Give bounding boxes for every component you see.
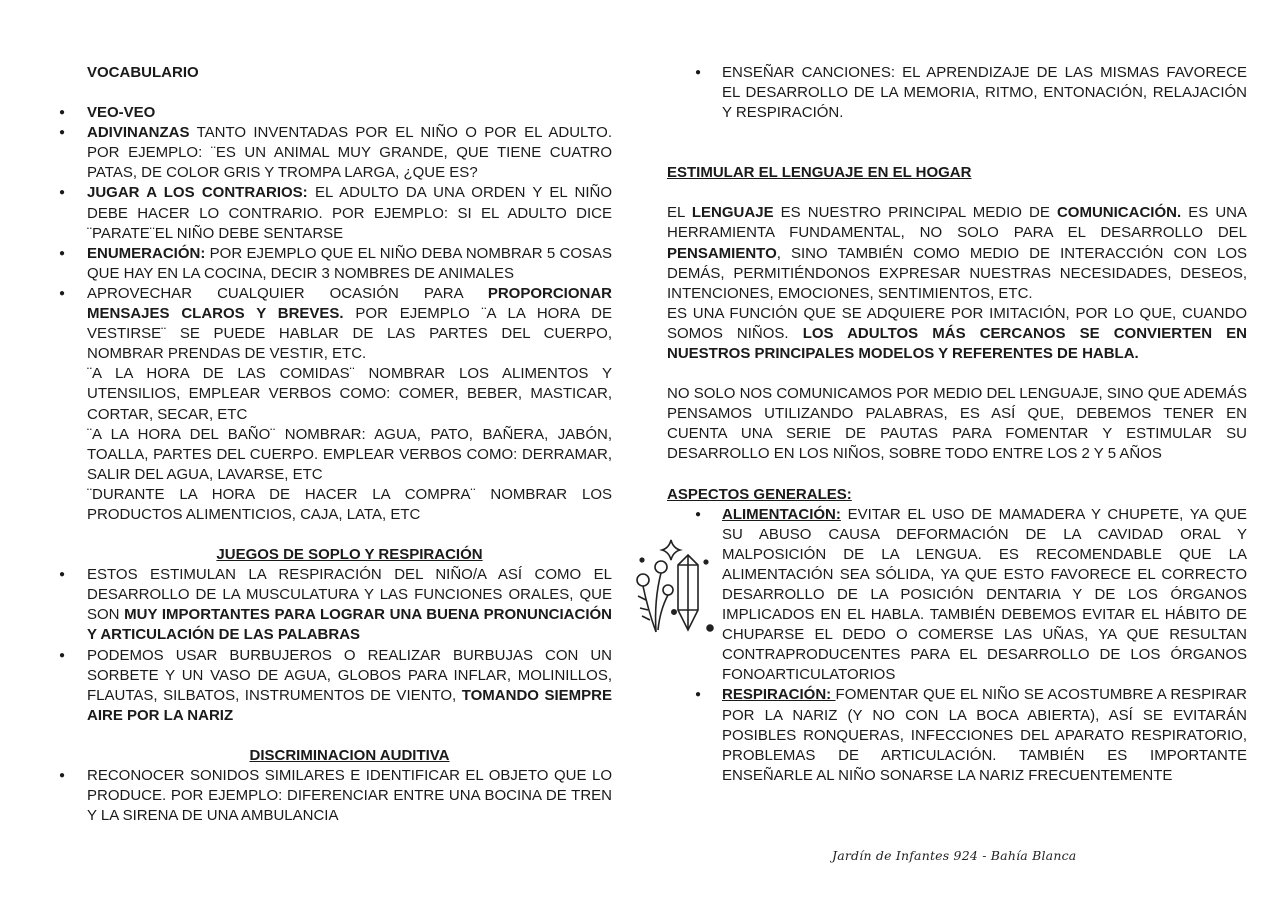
list-item: ● RECONOCER SONIDOS SIMILARES E IDENTIFICAR EL OBJETO QUE LO PRODUCE. POR EJEMPLO: DIFERENCIAR ENTRE UNA BOCINA DE TREN Y LA SIRENA DE UNA AMBULANCIA <box>87 766 612 826</box>
list-item: ● JUGAR A LOS CONTRARIOS: EL ADULTO DA UNA ORDEN Y EL NIÑO DEBE HACER LO CONTRARIO. POR EJEMPLO: SI EL ADULTO DICE ¨PARATE¨EL NIÑO DEBE SENTARSE <box>87 183 612 243</box>
vocabulary-list <box>87 103 612 364</box>
discrim-list <box>87 766 612 826</box>
list-item: ● ENUMERACIÓN: POR EJEMPLO QUE EL NIÑO DEBA NOMBRAR 5 COSAS QUE HAY EN LA COCINA, DECIR 3 NOMBRES DE ANIMALES <box>87 244 612 284</box>
soplo-list <box>87 565 612 726</box>
hogar-title: ESTIMULAR EL LENGUAJE EN EL HOGAR <box>667 164 972 182</box>
example-compra: ¨DURANTE LA HORA DE HACER LA COMPRA¨ NOMBRAR LOS PRODUCTOS ALIMENTICIOS, CAJA, LATA, ETC <box>87 485 612 523</box>
aspectos-list <box>722 505 1247 786</box>
list-item: ● ADIVINANZAS TANTO INVENTADAS POR EL NIÑO O POR EL ADULTO. POR EJEMPLO: ¨ES UN ANIMAL MUY GRANDE, QUE TIENE CUATRO PATAS, DE COLOR GRIS Y TROMPA LARGA, ¿QUE ES? <box>87 123 612 183</box>
list-item: ● ENSEÑAR CANCIONES: EL APRENDIZAJE DE LAS MISMAS FAVORECE EL DESARROLLO DE LA MEMORIA, RITMO, ENTONACIÓN, RELAJACIÓN Y RESPIRACIÓN. <box>722 63 1247 123</box>
paragraph-imitacion: ES UNA FUNCIÓN QUE SE ADQUIERE POR IMITACIÓN, POR LO QUE, CUANDO SOMOS NIÑOS. LOS ADULTOS MÁS CERCANOS SE CONVIERTEN EN NUESTROS PRINCIPALES MODELOS Y REFERENTES DE HABLA. <box>667 304 1247 363</box>
list-item: ● ALIMENTACIÓN: EVITAR EL USO DE MAMADERA Y CHUPETE, YA QUE SU ABUSO CAUSA DEFORMACIÓN DE LA CAVIDAD ORAL Y MALPOSICIÓN DE LA LENGUA. ES RECOMENDABLE QUE LA ALIMENTACIÓN SEA SÓLIDA, YA QUE ESTO FAVORECE EL CORRECTO DESARROLLO DE LA POSICIÓN DENTARIA Y DE LOS ÓRGANOS IMPLICADOS EN EL HABLA. TAMBIÉN DEBEMOS EVITAR EL HÁBITO DE CHUPARSE EL DEDO O COMERSE LAS UÑAS, YA QUE RESULTAN CONTRAPRODUCENTES PARA EL DESARROLLO DE LOS ÓRGANOS FONOARTICULATORIOS <box>722 505 1247 686</box>
discrim-title: DISCRIMINACION AUDITIVA <box>249 746 450 764</box>
list-item: ● APROVECHAR CUALQUIER OCASIÓN PARA PROPORCIONAR MENSAJES CLAROS Y BREVES. POR EJEMPLO ¨A LA HORA DE VESTIRSE¨ SE PUEDE HABLAR DE LAS PARTES DEL CUERPO, NOMBRAR PRENDAS DE VESTIR, ETC. <box>87 284 612 364</box>
list-item: ● PODEMOS USAR BURBUJEROS O REALIZAR BURBUJAS CON UN SORBETE Y UN VASO DE AGUA, GLOBOS PARA INFLAR, MOLINILLOS, FLAUTAS, SILBATOS, INSTRUMENTOS DE VIENTO, TOMANDO SIEMPRE AIRE POR LA NARIZ <box>87 646 612 726</box>
paragraph-lenguaje: EL LENGUAJE ES NUESTRO PRINCIPAL MEDIO DE COMUNICACIÓN. ES UNA HERRAMIENTA FUNDAMENTAL, NO SOLO PARA EL DESARROLLO DEL PENSAMIENTO, SINO TAMBIÉN COMO MEDIO DE INTERACCIÓN CON LOS DEMÁS, PERMITIÉNDONOS EXPRESAR NUESTRAS NECESIDADES, DESEOS, INTENCIONES, EMOCIONES, SENTIMIENTOS, ETC. <box>667 204 1247 302</box>
example-comidas: ¨A LA HORA DE LAS COMIDAS¨ NOMBRAR LOS ALIMENTOS Y UTENSILIOS, EMPLEAR VERBOS COMO: COMER, BEBER, MASTICAR, CORTAR, SECAR, ETC <box>87 365 612 423</box>
aspectos-title: ASPECTOS GENERALES: <box>667 485 852 503</box>
list-item: ● ESTOS ESTIMULAN LA RESPIRACIÓN DEL NIÑO/A ASÍ COMO EL DESARROLLO DE LA MUSCULATURA Y LAS FUNCIONES ORALES, QUE SON MUY IMPORTANTES PARA LOGRAR UNA BUENA PRONUNCIACIÓN Y ARTICULACIÓN DE LAS PALABRAS <box>87 565 612 645</box>
example-bano: ¨A LA HORA DEL BAÑO¨ NOMBRAR: AGUA, PATO, BAÑERA, JABÓN, TOALLA, PARTES DEL CUERPO. EMPLEAR VERBOS COMO: DERRAMAR, SALIR DEL AGUA, LAVARSE, ETC <box>87 425 612 483</box>
left-column <box>87 63 612 826</box>
paragraph-pautas: NO SOLO NOS COMUNICAMOS POR MEDIO DEL LENGUAJE, SINO QUE ADEMÁS PENSAMOS UTILIZANDO PALABRAS, ES ASÍ QUE, DEBEMOS TENER EN CUENTA UNA SERIE DE PAUTAS PARA FOMENTAR Y ESTIMULAR SU DESARROLLO EN LOS NIÑOS, SOBRE TODO ENTRE LOS 2 Y 5 AÑOS <box>667 385 1247 463</box>
vocabulary-title: VOCABULARIO <box>87 64 199 81</box>
canciones-list <box>722 63 1247 123</box>
soplo-title: JUEGOS DE SOPLO Y RESPIRACIÓN <box>216 546 483 564</box>
right-column <box>667 63 1247 786</box>
footer-signature: Jardín de Infantes 924 - Bahía Blanca <box>832 848 1077 863</box>
list-item: ● VEO-VEO <box>87 103 612 123</box>
list-item: ● RESPIRACIÓN: FOMENTAR QUE EL NIÑO SE ACOSTUMBRE A RESPIRAR POR LA NARIZ (Y NO CON LA BOCA ABIERTA), ASÍ SE EVITARÁN POSIBLES RONQUERAS, INFECCIONES DEL APARATO RESPIRATORIO, PROBLEMAS DE ARTICULACIÓN. TAMBIÉN ES IMPORTANTE ENSEÑARLE AL NIÑO SONARSE LA NARIZ FRECUENTEMENTE <box>722 685 1247 785</box>
